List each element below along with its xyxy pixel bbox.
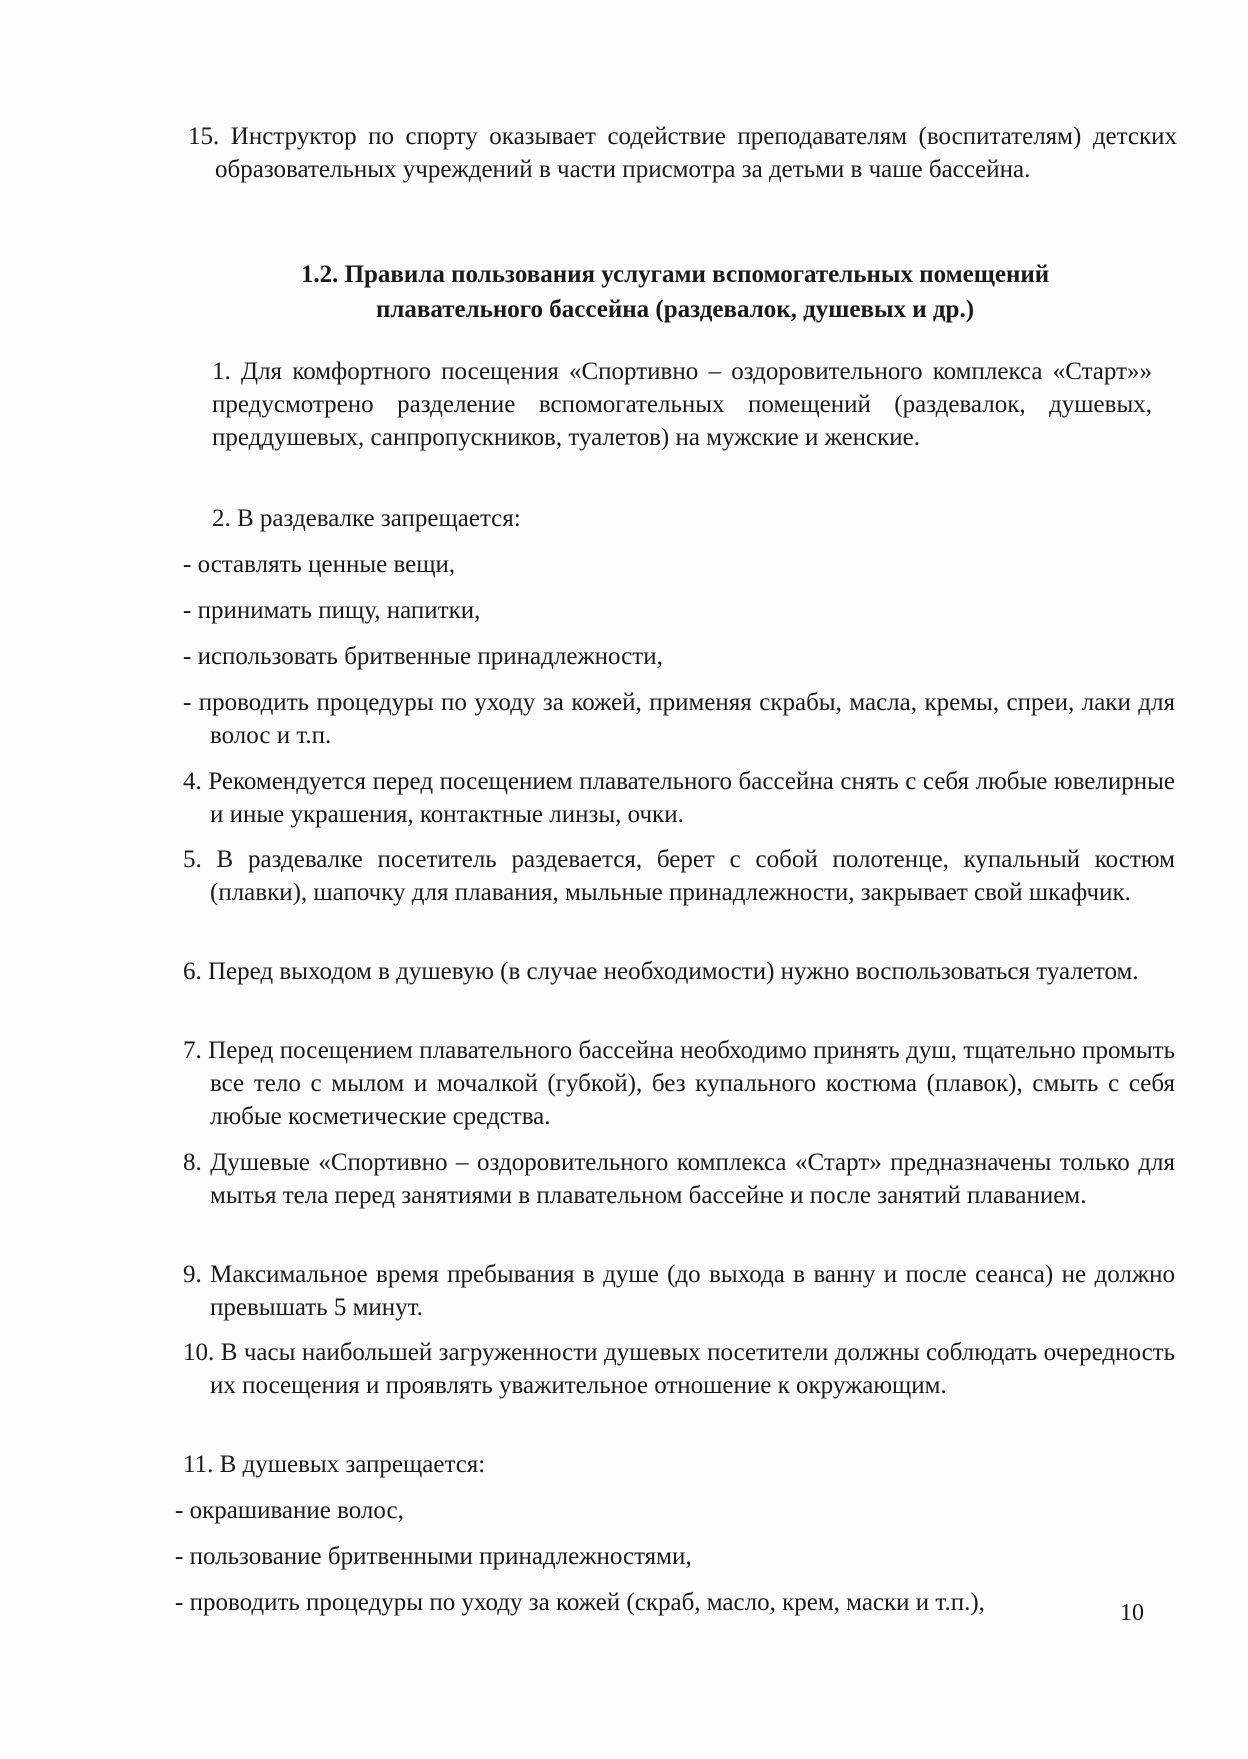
dash-item-3: - использовать бритвенные принадлежности,	[183, 643, 663, 670]
dash-item-7: - проводить процедуры по уходу за кожей (скраб, масло, крем, маски и т.п.),	[175, 1589, 985, 1616]
paragraph-item-2: 2. В раздевалке запрещается:	[212, 505, 521, 532]
paragraph-item-4: 4. Рекомендуется перед посещением плавательного бассейна снять с себя любые ювелирные и иные украшения, контактные линзы, очки.	[183, 768, 1175, 828]
section-heading-line-2: плавательного бассейна (раздевалок, душевых и др.)	[375, 296, 975, 323]
paragraph-item-6: 6. Перед выходом в душевую (в случае необходимости) нужно воспользоваться туалетом.	[183, 958, 1139, 985]
paragraph-item-5: 5. В раздевалке посетитель раздевается, берет с собой полотенце, купальный костюм (плавки), шапочку для плавания, мыльные принадлежности, закрывает свой шкафчик.	[183, 846, 1175, 906]
page-number: 10	[1120, 1600, 1144, 1626]
dash-item-6: - пользование бритвенными принадлежностями,	[175, 1543, 692, 1570]
paragraph-item-10: 10. В часы наибольшей загруженности душевых посетители должны соблюдать очередность их посещения и проявлять уважительное отношение к окружающим.	[183, 1339, 1175, 1399]
paragraph-item-7: 7. Перед посещением плавательного бассейна необходимо принять душ, тщательно промыть все тело с мылом и мочалкой (губкой), без купального костюма (плавок), смыть с себя любые косметические средства.	[183, 1037, 1175, 1130]
paragraph-item-8: 8. Душевые «Спортивно – оздоровительного комплекса «Старт» предназначены только для мытья тела перед занятиями в плавательном бассейне и после занятий плаванием.	[183, 1149, 1175, 1209]
paragraph-item-1: 1. Для комфортного посещения «Спортивно – оздоровительного комплекса «Старт»» предусмотрено разделение вспомогательных помещений (раздевалок, душевых, преддушевых, санпропускников, туалетов) на мужские и женские.	[212, 358, 1152, 451]
paragraph-item-11: 11. В душевых запрещается:	[183, 1451, 486, 1478]
dash-item-2: - принимать пищу, напитки,	[183, 597, 481, 624]
dash-item-4: - проводить процедуры по уходу за кожей, применяя скрабы, масла, кремы, спреи, лаки для волос и т.п.	[183, 689, 1175, 749]
dash-item-1: - оставлять ценные вещи,	[183, 551, 456, 578]
paragraph-item-9: 9. Максимальное время пребывания в душе (до выхода в ванну и после сеанса) не должно превышать 5 минут.	[183, 1261, 1175, 1321]
dash-item-5: - окрашивание волос,	[175, 1497, 404, 1524]
section-heading-line-1: 1.2. Правила пользования услугами вспомогательных помещений	[300, 261, 1050, 288]
paragraph-item-15: 15. Инструктор по спорту оказывает содействие преподавателям (воспитателям) детских образовательных учреждений в части присмотра за детьми в чаше бассейна.	[188, 123, 1177, 183]
